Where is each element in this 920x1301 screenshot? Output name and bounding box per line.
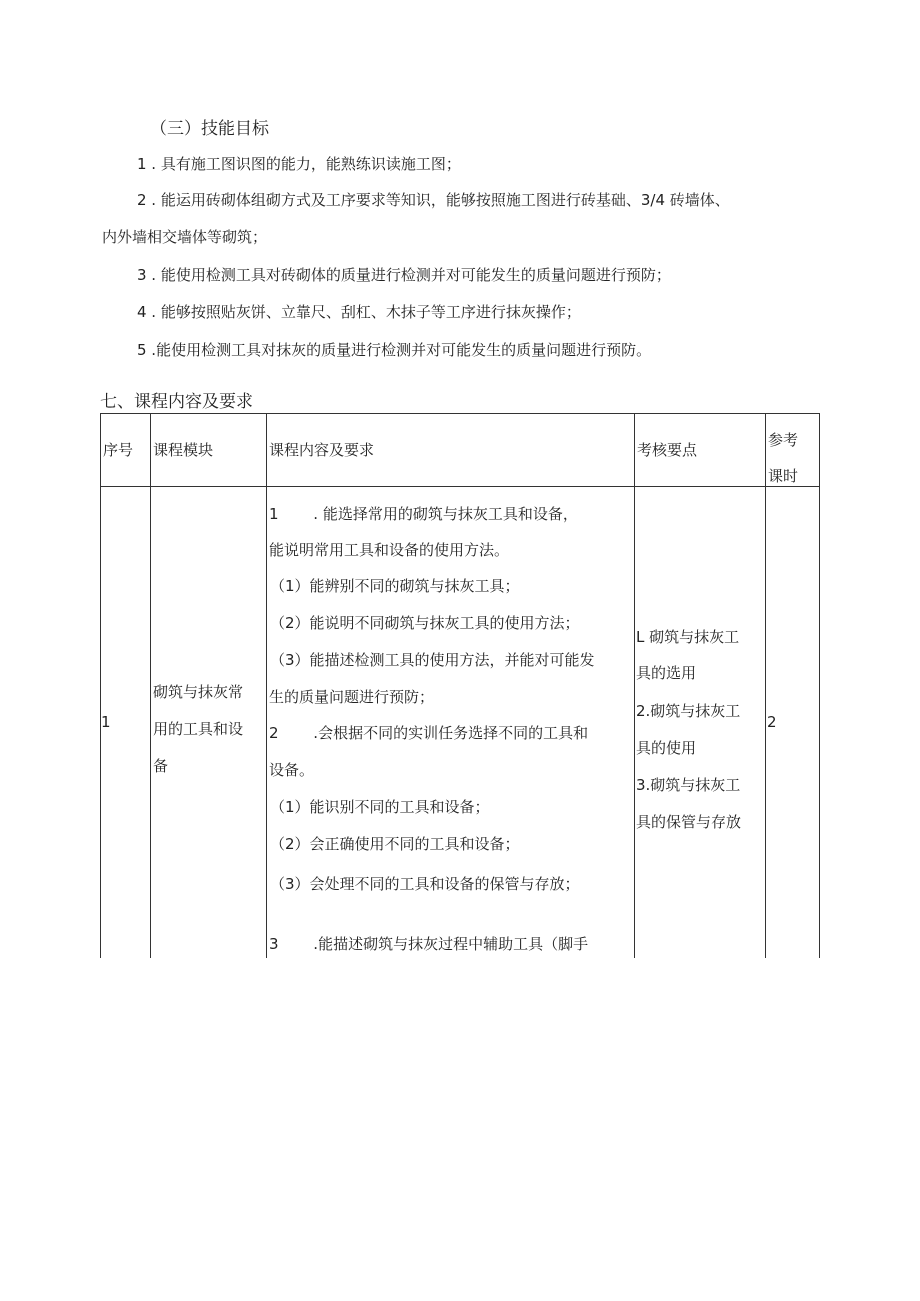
section-title: 七、课程内容及要求 <box>100 392 253 412</box>
row-points-line: L 砌筑与抹灰工 <box>636 628 740 646</box>
row-hours: 2 <box>767 713 777 731</box>
header-content: 课程内容及要求 <box>269 441 375 459</box>
skill-item-3: 3 . 能使用检测工具对砖砌体的质量进行检测并对可能发生的质量问题进行预防； <box>137 266 671 284</box>
skill-item-2-cont: 内外墙相交墙体等砌筑； <box>102 228 268 246</box>
row-content-line: 1 . 能选择常用的砌筑与抹灰工具和设备， <box>269 505 578 523</box>
skill-item-5: 5 .能使用检测工具对抹灰的质量进行检测并对可能发生的质量问题进行预防。 <box>137 341 652 359</box>
row-content-line: 2 .会根据不同的实训任务选择不同的工具和 <box>269 724 589 742</box>
row-points-line: 3.砌筑与抹灰工 <box>636 776 741 794</box>
skills-heading: （三）技能目标 <box>150 119 269 139</box>
row-points-line: 2.砌筑与抹灰工 <box>636 702 741 720</box>
row-module-line: 用的工具和设 <box>153 720 244 738</box>
table-col-divider <box>266 413 267 958</box>
header-hours-1: 参考 <box>768 431 799 449</box>
skill-item-2: 2 . 能运用砖砌体组砌方式及工序要求等知识，能够按照施工图进行砖基础、3/4 砖墙体、 <box>137 191 730 209</box>
row-points-line: 具的选用 <box>636 664 697 682</box>
header-points: 考核要点 <box>637 441 698 459</box>
header-module: 课程模块 <box>153 441 214 459</box>
row-points-line: 具的使用 <box>636 739 697 757</box>
row-content-line: （1）能识别不同的工具和设备； <box>270 798 490 816</box>
header-no: 序号 <box>103 441 134 459</box>
row-points-line: 具的保管与存放 <box>636 813 742 831</box>
table-right-border <box>819 413 820 958</box>
row-content-line: 能说明常用工具和设备的使用方法。 <box>269 541 510 559</box>
table-col-divider <box>634 413 635 958</box>
table-left-border <box>100 413 101 958</box>
row-content-line: （1）能辨别不同的砌筑与抹灰工具； <box>270 577 520 595</box>
table-top-border <box>100 413 819 414</box>
row-content-line: （2）会正确使用不同的工具和设备； <box>270 835 520 853</box>
row-content-line: 生的质量问题进行预防； <box>269 688 435 706</box>
skill-item-1: 1 . 具有施工图识图的能力，能熟练识读施工图； <box>137 155 461 173</box>
row-no: 1 <box>101 713 111 731</box>
row-module-line: 备 <box>153 757 169 775</box>
row-content-line: （3）会处理不同的工具和设备的保管与存放； <box>270 875 580 893</box>
row-module-line: 砌筑与抹灰常 <box>153 683 244 701</box>
table-header-divider <box>100 486 819 487</box>
row-content-line: （2）能说明不同砌筑与抹灰工具的使用方法； <box>270 614 580 632</box>
row-content-line: 设备。 <box>269 761 315 779</box>
skill-item-4: 4 . 能够按照贴灰饼、立靠尺、刮杠、木抹子等工序进行抹灰操作； <box>137 303 581 321</box>
table-col-divider <box>765 413 766 958</box>
row-content-line: （3）能描述检测工具的使用方法，并能对可能发 <box>270 651 595 669</box>
row-content-line: 3 .能描述砌筑与抹灰过程中辅助工具（脚手 <box>269 935 589 953</box>
header-hours-2: 课时 <box>768 467 799 485</box>
table-col-divider <box>150 413 151 958</box>
